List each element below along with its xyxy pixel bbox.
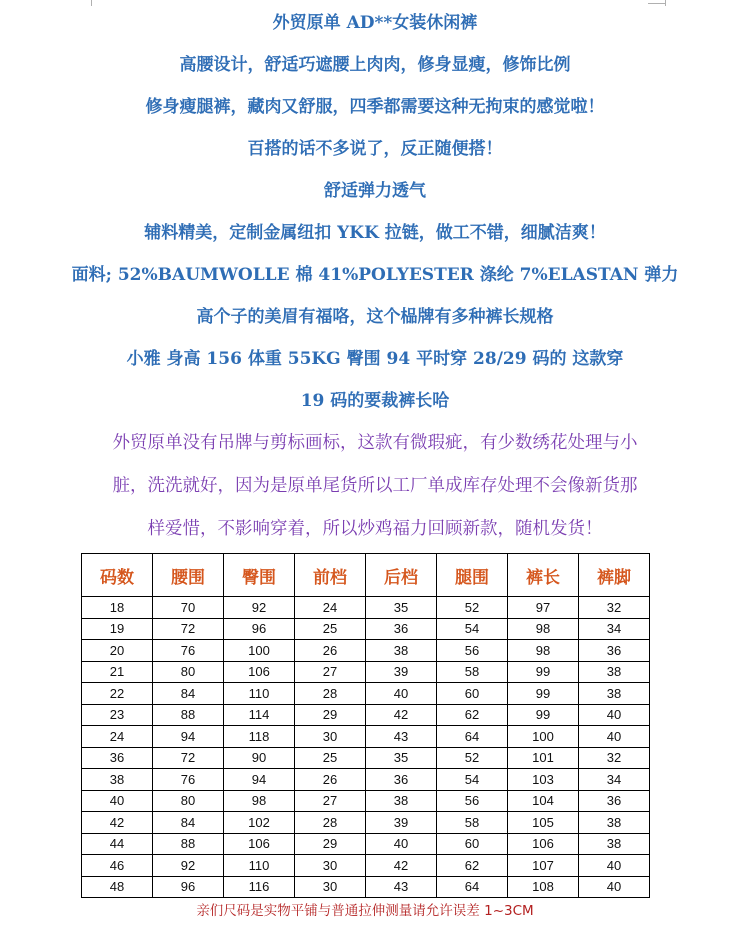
table-cell: 38: [579, 812, 650, 834]
table-cell: 46: [82, 855, 153, 877]
table-row: [82, 747, 650, 769]
table-cell: 48: [82, 876, 153, 898]
table-cell: 54: [437, 618, 508, 640]
table-cell: 30: [295, 855, 366, 877]
table-cell: 84: [153, 812, 224, 834]
table-cell: 76: [153, 769, 224, 791]
table-cell: 118: [224, 726, 295, 748]
table-cell: 99: [508, 704, 579, 726]
table-cell: 98: [508, 618, 579, 640]
table-cell: 62: [437, 704, 508, 726]
table-cell: 38: [579, 661, 650, 683]
table-cell: 25: [295, 618, 366, 640]
table-row: [82, 640, 650, 662]
table-row: [82, 726, 650, 748]
header-waist: 腰围: [153, 554, 224, 597]
table-cell: 25: [295, 747, 366, 769]
header-hip: 臀围: [224, 554, 295, 597]
description-line: 修身瘦腿裤，藏肉又舒服，四季都需要这种无拘束的感觉啦！: [145, 97, 605, 117]
table-cell: 80: [153, 790, 224, 812]
notice-line: 样爱惜，不影响穿着，所以炒鸡福力回顾新款，随机发货！: [147, 519, 603, 539]
table-cell: 92: [153, 855, 224, 877]
table-row: [82, 833, 650, 855]
table-cell: 38: [366, 790, 437, 812]
table-cell: 43: [366, 876, 437, 898]
table-cell: 99: [508, 661, 579, 683]
table-cell: 56: [437, 790, 508, 812]
table-row: [82, 876, 650, 898]
table-row: [82, 704, 650, 726]
table-cell: 114: [224, 704, 295, 726]
product-description: [0, 8, 750, 551]
table-cell: 40: [579, 704, 650, 726]
table-cell: 32: [579, 597, 650, 619]
table-cell: 54: [437, 769, 508, 791]
table-cell: 72: [153, 747, 224, 769]
table-cell: 105: [508, 812, 579, 834]
table-cell: 28: [295, 683, 366, 705]
table-cell: 100: [508, 726, 579, 748]
table-cell: 38: [366, 640, 437, 662]
description-line: 高腰设计，舒适巧遮腰上肉肉，修身显瘦，修饰比例: [179, 55, 571, 75]
table-cell: 64: [437, 726, 508, 748]
table-cell: 43: [366, 726, 437, 748]
notice-line: 脏，洗洗就好，因为是原单尾货所以工厂单成库存处理不会像新货那: [112, 476, 638, 496]
table-cell: 106: [508, 833, 579, 855]
table-cell: 98: [224, 790, 295, 812]
table-cell: 35: [366, 747, 437, 769]
table-cell: 106: [224, 833, 295, 855]
table-cell: 21: [82, 661, 153, 683]
table-cell: 100: [224, 640, 295, 662]
table-cell: 34: [579, 618, 650, 640]
table-cell: 110: [224, 683, 295, 705]
table-cell: 40: [366, 833, 437, 855]
table-cell: 38: [579, 683, 650, 705]
table-cell: 52: [437, 747, 508, 769]
table-cell: 44: [82, 833, 153, 855]
table-cell: 40: [579, 876, 650, 898]
table-cell: 110: [224, 855, 295, 877]
table-cell: 19: [82, 618, 153, 640]
table-row: [82, 597, 650, 619]
description-line: 百搭的话不多说了，反正随便搭！: [247, 139, 503, 159]
table-cell: 42: [82, 812, 153, 834]
table-cell: 94: [224, 769, 295, 791]
size-chart-header-row: [82, 554, 650, 597]
table-cell: 36: [82, 747, 153, 769]
table-cell: 28: [295, 812, 366, 834]
header-thigh: 腿围: [437, 554, 508, 597]
header-size: 码数: [82, 554, 153, 597]
fabric-composition: 面料; 52%BAUMWOLLE 棉 41%POLYESTER 涤纶 7%ELASTAN 弹力: [71, 265, 679, 285]
table-cell: 29: [295, 704, 366, 726]
table-cell: 84: [153, 683, 224, 705]
table-cell: 56: [437, 640, 508, 662]
table-cell: 27: [295, 661, 366, 683]
table-cell: 22: [82, 683, 153, 705]
table-cell: 60: [437, 833, 508, 855]
product-title: 外贸原单 AD**女装休闲裤: [272, 13, 478, 33]
measurement-footnote: 亲们尺码是实物平铺与普通拉伸测量请允许误差 1~3CM: [196, 903, 534, 919]
header-back-rise: 后档: [366, 554, 437, 597]
table-cell: 26: [295, 640, 366, 662]
table-cell: 23: [82, 704, 153, 726]
table-cell: 29: [295, 833, 366, 855]
table-cell: 35: [366, 597, 437, 619]
table-cell: 102: [224, 812, 295, 834]
table-cell: 40: [579, 855, 650, 877]
table-cell: 36: [366, 618, 437, 640]
table-row: [82, 661, 650, 683]
table-cell: 34: [579, 769, 650, 791]
table-row: [82, 618, 650, 640]
notice-line: 外贸原单没有吊牌与剪标画标，这款有微瑕疵，有少数绣花处理与小: [112, 433, 638, 453]
table-row: [82, 683, 650, 705]
table-cell: 107: [508, 855, 579, 877]
description-line: 辅料精美，定制金属纽扣 YKK 拉链，做工不错，细腻洁爽！: [144, 223, 606, 243]
table-cell: 96: [224, 618, 295, 640]
table-cell: 38: [82, 769, 153, 791]
table-cell: 52: [437, 597, 508, 619]
table-cell: 27: [295, 790, 366, 812]
table-cell: 24: [295, 597, 366, 619]
table-cell: 106: [224, 661, 295, 683]
table-cell: 92: [224, 597, 295, 619]
table-cell: 18: [82, 597, 153, 619]
table-cell: 32: [579, 747, 650, 769]
table-cell: 94: [153, 726, 224, 748]
table-cell: 80: [153, 661, 224, 683]
crop-mark-horizontal: [648, 3, 666, 4]
table-cell: 70: [153, 597, 224, 619]
table-cell: 62: [437, 855, 508, 877]
description-line: 高个子的美眉有福咯，这个榀牌有多种裤长规格: [196, 307, 554, 327]
table-row: [82, 790, 650, 812]
table-cell: 101: [508, 747, 579, 769]
table-cell: 24: [82, 726, 153, 748]
table-cell: 76: [153, 640, 224, 662]
size-chart-body: [82, 597, 650, 898]
table-cell: 36: [579, 790, 650, 812]
table-cell: 42: [366, 704, 437, 726]
table-cell: 40: [366, 683, 437, 705]
table-cell: 99: [508, 683, 579, 705]
model-info-continued: 19 码的要裁裤长哈: [300, 391, 450, 411]
table-cell: 90: [224, 747, 295, 769]
table-cell: 98: [508, 640, 579, 662]
table-cell: 97: [508, 597, 579, 619]
table-cell: 72: [153, 618, 224, 640]
table-cell: 26: [295, 769, 366, 791]
table-cell: 58: [437, 661, 508, 683]
model-info: 小雅 身高 156 体重 55KG 臀围 94 平时穿 28/29 码的 这款穿: [126, 349, 624, 369]
crop-mark-left: [91, 0, 92, 6]
table-cell: 103: [508, 769, 579, 791]
table-cell: 39: [366, 812, 437, 834]
header-length: 裤长: [508, 554, 579, 597]
table-cell: 39: [366, 661, 437, 683]
header-leg-opening: 裤脚: [579, 554, 650, 597]
table-row: [82, 855, 650, 877]
table-cell: 42: [366, 855, 437, 877]
table-cell: 88: [153, 704, 224, 726]
table-cell: 36: [579, 640, 650, 662]
header-front-rise: 前档: [295, 554, 366, 597]
table-cell: 40: [579, 726, 650, 748]
table-cell: 40: [82, 790, 153, 812]
table-row: [82, 812, 650, 834]
size-chart-table: [81, 553, 650, 898]
table-cell: 116: [224, 876, 295, 898]
table-cell: 108: [508, 876, 579, 898]
table-cell: 30: [295, 726, 366, 748]
table-cell: 38: [579, 833, 650, 855]
table-cell: 104: [508, 790, 579, 812]
table-row: [82, 769, 650, 791]
description-line: 舒适弹力透气: [324, 181, 426, 201]
table-cell: 30: [295, 876, 366, 898]
table-cell: 96: [153, 876, 224, 898]
table-cell: 64: [437, 876, 508, 898]
table-cell: 58: [437, 812, 508, 834]
table-cell: 20: [82, 640, 153, 662]
table-cell: 60: [437, 683, 508, 705]
table-cell: 36: [366, 769, 437, 791]
table-cell: 88: [153, 833, 224, 855]
